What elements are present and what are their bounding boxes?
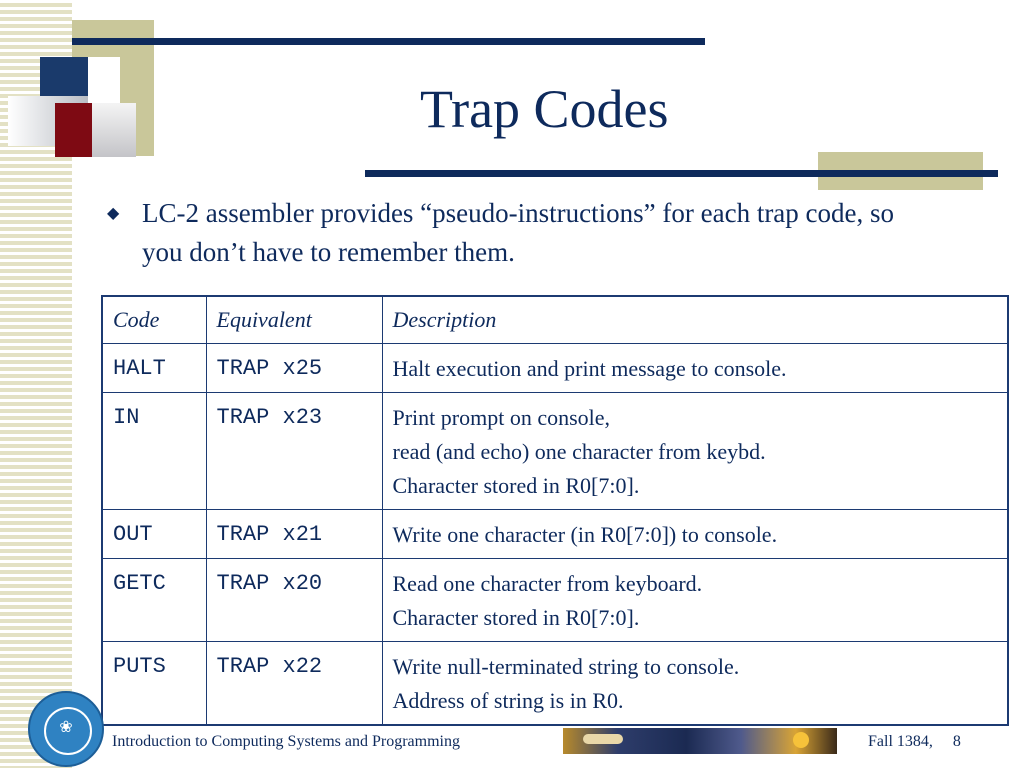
bullet-text: LC-2 assembler provides “pseudo-instructions” for each trap code, so you don’t have to remember them.	[142, 198, 895, 267]
footer-term-label: Fall 1384,	[868, 733, 933, 750]
description-line: Read one character from keyboard.	[392, 571, 703, 596]
equivalent-cell: TRAP x21	[206, 510, 382, 559]
table-row	[102, 393, 1008, 510]
table-row	[102, 642, 1008, 726]
description-cell	[382, 344, 1008, 393]
banner-sun-shape	[793, 732, 809, 748]
code-cell: PUTS	[102, 642, 206, 726]
description-line: Halt execution and print message to console.	[392, 356, 787, 381]
description-cell	[382, 510, 1008, 559]
seal-emblem-icon: ❀	[59, 717, 73, 736]
description-line: Character stored in R0[7:0].	[392, 605, 640, 630]
slide-title: Trap Codes	[420, 79, 669, 139]
code-cell: IN	[102, 393, 206, 510]
table-header-row	[102, 296, 1008, 344]
equivalent-cell: TRAP x23	[206, 393, 382, 510]
description-line: read (and echo) one character from keybd.	[392, 439, 766, 464]
university-seal-logo	[28, 691, 104, 767]
code-cell: OUT	[102, 510, 206, 559]
description-cell	[382, 642, 1008, 726]
footer-course-title: Introduction to Computing Systems and Programming	[112, 733, 460, 750]
header-code: Code	[102, 296, 206, 344]
description-line: Print prompt on console,	[392, 405, 611, 430]
footer-banner-image	[563, 728, 837, 754]
table-row	[102, 559, 1008, 642]
footer-term	[868, 733, 961, 751]
code-cell: GETC	[102, 559, 206, 642]
code-cell: HALT	[102, 344, 206, 393]
banner-airplane-shape	[583, 734, 623, 744]
description-line: Write one character (in R0[7:0]) to console.	[392, 522, 778, 547]
trap-codes-table	[101, 295, 1009, 726]
title-rule-bottom	[365, 170, 998, 177]
header-equivalent: Equivalent	[206, 296, 382, 344]
title-rule-top	[72, 38, 705, 45]
equivalent-cell: TRAP x25	[206, 344, 382, 393]
diamond-bullet-icon: ◆	[107, 205, 120, 222]
equivalent-cell: TRAP x22	[206, 642, 382, 726]
decor-white-square	[88, 57, 120, 107]
header-description: Description	[382, 296, 1008, 344]
description-line: Address of string is in R0.	[392, 688, 624, 713]
description-line: Write null-terminated string to console.	[392, 654, 740, 679]
table-row	[102, 344, 1008, 393]
page-number: 8	[952, 733, 961, 750]
equivalent-cell: TRAP x20	[206, 559, 382, 642]
description-cell	[382, 559, 1008, 642]
decor-grey-square	[92, 103, 136, 157]
bullet-point	[107, 194, 937, 272]
description-cell	[382, 393, 1008, 510]
description-line: Character stored in R0[7:0].	[392, 473, 640, 498]
table-row	[102, 510, 1008, 559]
